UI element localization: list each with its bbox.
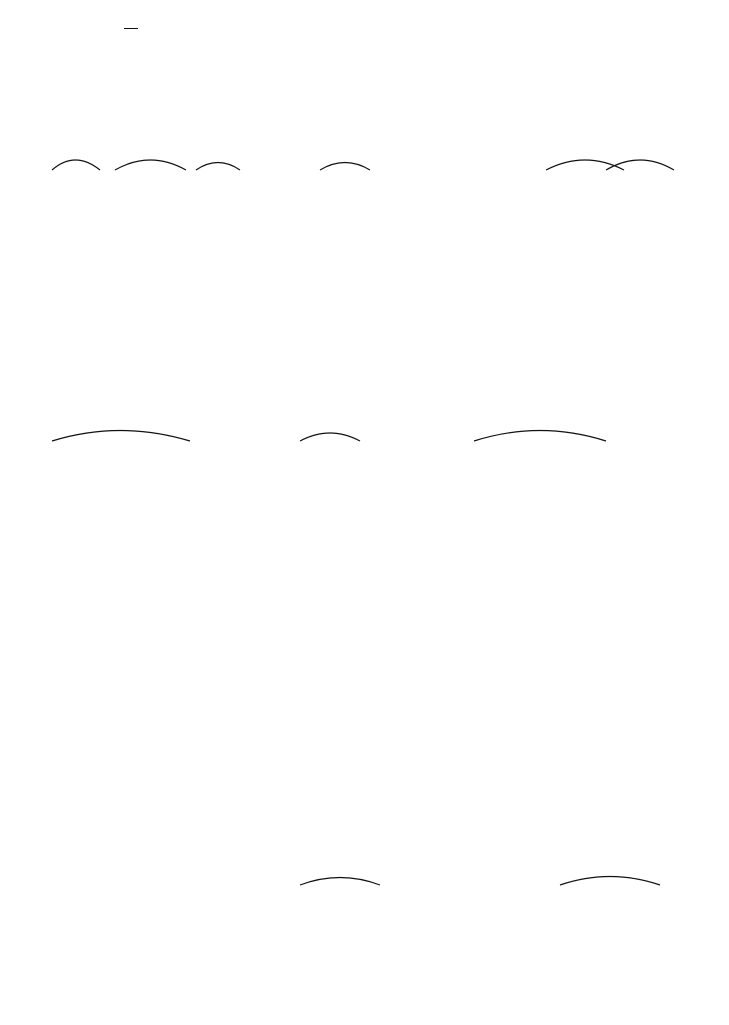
score-system-7 bbox=[42, 719, 682, 749]
score-system-9 bbox=[42, 900, 682, 930]
slur bbox=[115, 160, 186, 170]
score-system-6 bbox=[42, 628, 682, 658]
slur bbox=[606, 160, 674, 170]
score-system-2 bbox=[42, 260, 682, 290]
score-system-3 bbox=[42, 354, 682, 384]
slur bbox=[52, 431, 190, 442]
score-system-intro bbox=[42, 104, 682, 134]
time-signature bbox=[124, 27, 138, 30]
slur bbox=[196, 163, 240, 171]
score-system-8 bbox=[42, 806, 682, 836]
score-system-5 bbox=[42, 538, 682, 568]
slur bbox=[474, 431, 606, 442]
score-system-1 bbox=[42, 172, 682, 202]
slur bbox=[300, 433, 360, 441]
slur bbox=[300, 878, 380, 886]
time-signature-rule bbox=[124, 28, 138, 29]
slur bbox=[52, 160, 100, 170]
slur bbox=[546, 160, 624, 170]
slur bbox=[560, 877, 660, 886]
slur bbox=[320, 163, 370, 171]
score-system-4 bbox=[42, 445, 682, 475]
tempo-line bbox=[60, 66, 72, 81]
